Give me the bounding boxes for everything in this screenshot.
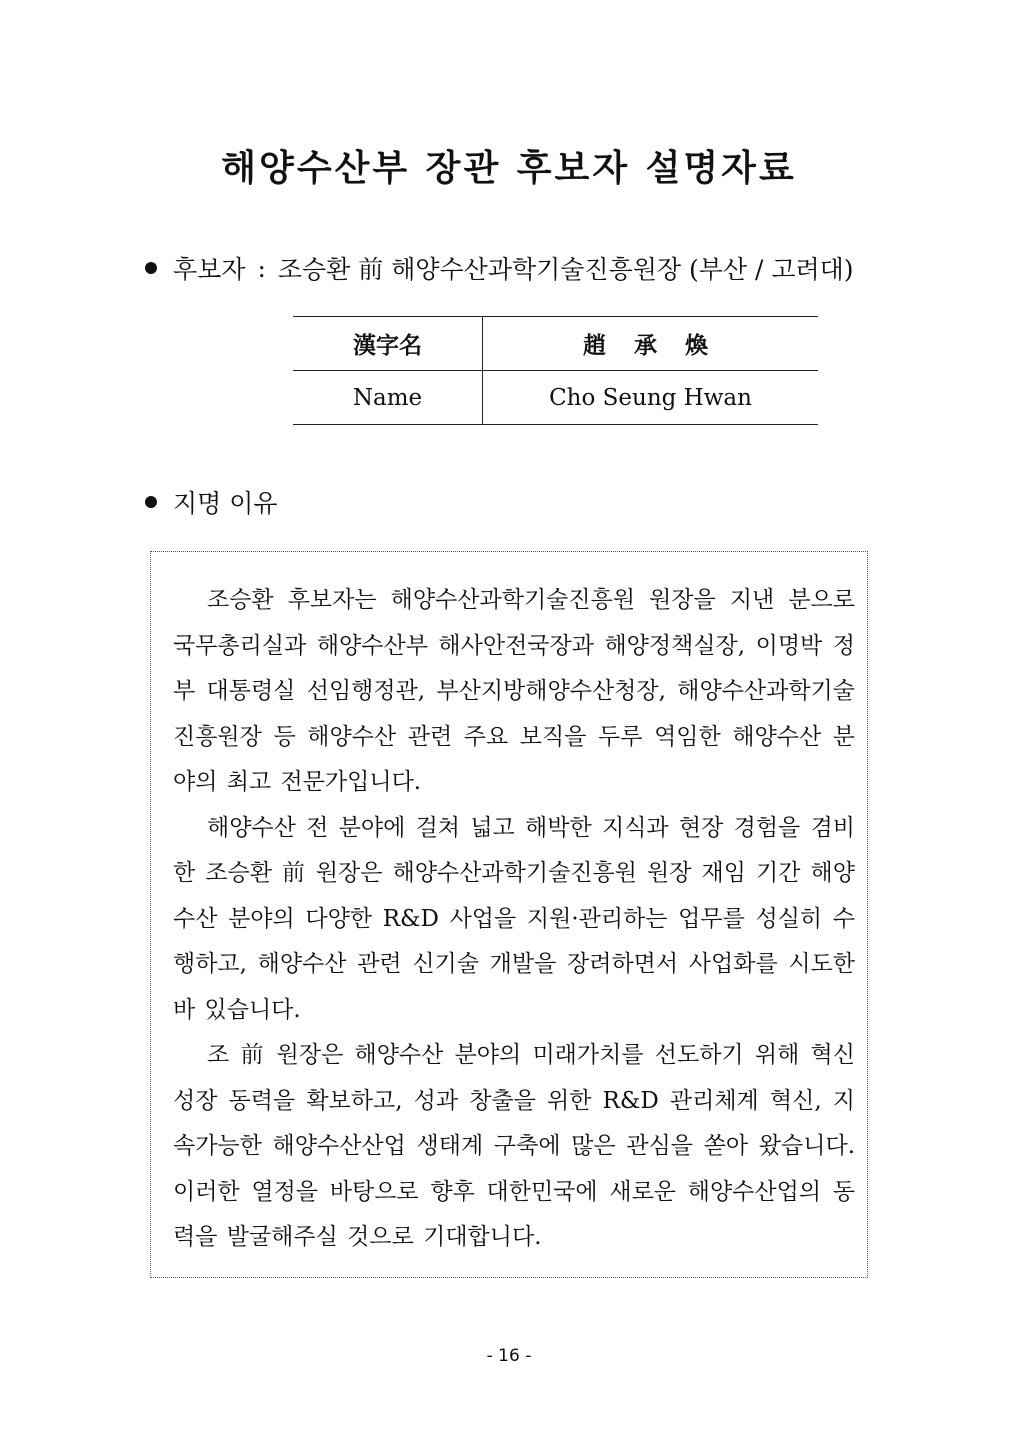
hanja-name-label: 漢字名 — [293, 317, 483, 371]
reason-paragraph-2: 해양수산 전 분야에 걸쳐 넓고 해박한 지식과 현장 경험을 겸비한 조승환 前 원장은 해양수산과학기술진흥원 원장 재임 기간 해양수산 분야의 다양한 R&D 사업을 지원·관리하는 업무를 성실히 수행하고, 해양수산 관련 신기술 개발을 장려하면서 사업화를 시도한 바 있습니다. — [173, 814, 855, 1023]
reason-heading: 지명 이유 — [173, 489, 278, 518]
candidate-separator: : — [257, 253, 266, 283]
table-row — [293, 371, 818, 425]
candidate-label: 후보자 — [173, 255, 246, 284]
candidate-description: 조승환 前 해양수산과학기술진흥원장 (부산 / 고려대) — [277, 255, 854, 284]
name-table — [293, 316, 818, 425]
document-title: 해양수산부 장관 후보자 설명자료 — [221, 148, 797, 189]
table-row — [293, 317, 818, 371]
bullet-dot-icon — [145, 496, 157, 508]
bullet-dot-icon — [145, 262, 157, 274]
reason-paragraph-1: 조승환 후보자는 해양수산과학기술진흥원 원장을 지낸 분으로 국무총리실과 해양수산부 해사안전국장과 해양정책실장, 이명박 정부 대통령실 선임행정관, 부산지방해양수산청장, 해양수산과학기술진흥원장 등 해양수산 관련 주요 보직을 두루 역임한 해양수산 분야의 최고 전문가입니다. — [173, 587, 855, 795]
english-name-value: Cho Seung Hwan — [549, 384, 752, 411]
page-number: - 16 - — [486, 1346, 532, 1366]
reason-box — [150, 551, 868, 1278]
candidate-line — [145, 250, 854, 286]
english-name-label: Name — [293, 371, 483, 425]
reason-paragraph-3: 조 前 원장은 해양수산 분야의 미래가치를 선도하기 위해 혁신성장 동력을 확보하고, 성과 창출을 위한 R&D 관리체계 혁신, 지속가능한 해양수산산업 생태계 구축에 많은 관심을 쏟아 왔습니다. 이러한 열정을 바탕으로 향후 대한민국에 새로운 해양수산업의 동력을 발굴해주실 것으로 기대합니다. — [173, 1042, 855, 1250]
hanja-name-value: 趙 承 煥 — [483, 317, 819, 371]
reason-heading-line — [145, 484, 278, 520]
